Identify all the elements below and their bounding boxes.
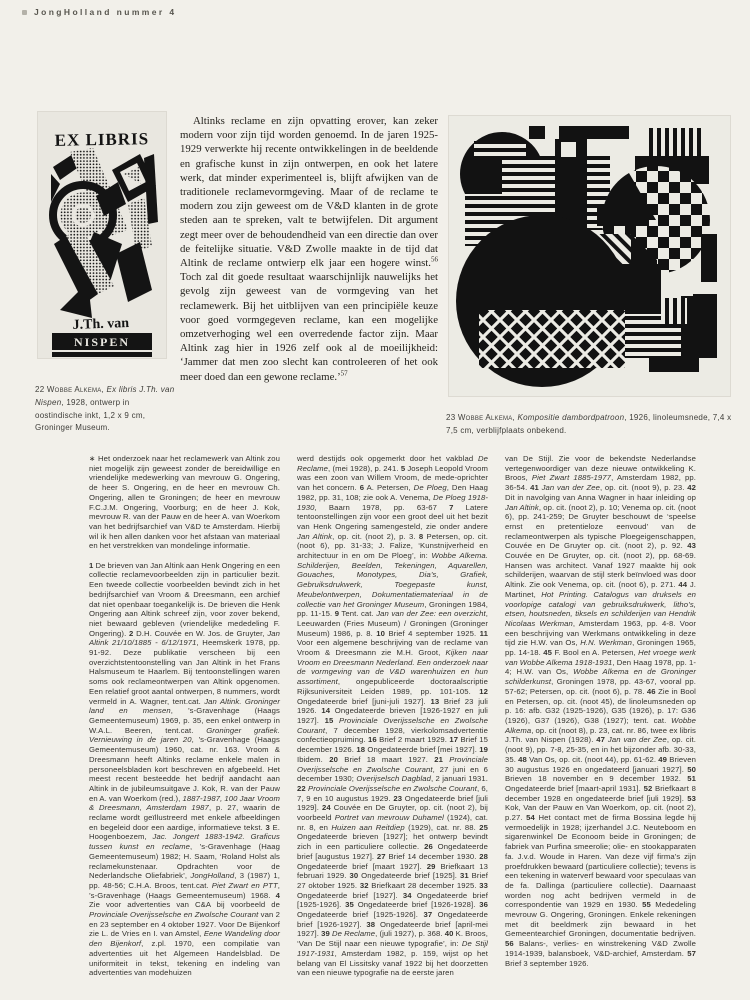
footnotes-column-3: van De Stijl. Zie voor de bekendste Nederlandse vertegenwoordiger van deze nieuwe ontwikkeling K. Broos, Piet Zwart 1885-1977, Amsterdam 1982, pp. 36-54. 41 Jan van der Zee, op. cit. (noot 9), p. 23. 42 Dit in navolging van Anna Wagner in haar inleiding op Jan Altink, op. cit. (noot 2), p. 10; Venema op. cit. (noot 6), pp. 241-259; De Gruyter beschouwt de ‘speelse ernst en pretentieloze eenvoud’ van de reclameontwerpen als typische Ploegeigenschappen, Couvée en De Gruyter op. cit. (noot 2), p. 92. 43 Couvée en De Gruyter, op. cit. (noot 2), pp. 68-69. Hansen was architect. Vanaf 1927 maakte hij ook schilderijen, waarvan de stijl sterk beïnvloed was door Altink. Zie ook Venema, op. cit. (noot 6), p. 271. 44 J. Martinet, Hot Printing. Catalogus van druksels en voorlopige catalogi van gebruiksdrukwerk, litho’s, etsen, houtsneden, tiksels en schilderijen van Hendrik Nicolaas Werkman, Amsterdam 1963, pp. 4-8. Voor een beschrijving van Werkmans ontwikkeling in deze tijd zie H.W. van Os, H.N. Werkman, Groningen 1965, pp. 14-18. 45 F. Bool en A. Petersen, Het vroege werk van Wobbe Alkema 1918-1931, Den Haag 1978, pp. 1-4; H.W. van Os, Wobbe Alkema en de Groninger schilderkunst, Groningen 1978, pp. 43-67, vooral pp. 57-62; Petersen, op. cit. (noot 6), p. 78. 46 Zie in Bool en Petersen, op. cit. (noot 45), de linoleumsneden op p. 16: afb. G32 (1925-1926), G35 (1926), p. 17: G36 (1926), G37 (1926), G38 (1927); tent. cat. Wobbe Alkema, op. cit (noot 8), p. 23, cat. nr. 86, twee ex libris J.Th. van Nispen (1928). 47 Jan van der Zee, op. cit. (noot 9), pp. 7-8, 25-35, en in het bijzonder afb. 30-33, 35. 48 Van Os, op. cit. (noot 44), pp. 61-62. 49 Brieven 30 augustus 1926 en ongedateerd [januari 1927]. 50 Brieven 18 november en 9 december 1932. 51 Ongedateerde brief [maart-april 1931]. 52 Briefkaart 8 december 1928 en ongedateerde brief [juli 1929]. 53 Kok, Van der Pauw en Van Woerkom, op. cit. (noot 2), p.27. 54 Het contact met de firma Bossina legde hij vermoedelijk in 1928; ijzerhandel J.C. Neuteboom en sigarenwinkel De Econoom beide in Groningen; de fabriek van Purfina smeerolie; olie- en stookapparaten fa. J.v.d. Woude in Haren. Van deze vijf firma’s zijn proefdrukken bewaard (particuliere collectie); tevens is een tekening in waterverf bewaard voor speculaas van de fa. Dallinga (particuliere collectie). Daarnaast worden nog acht bedrijven vermeld in de correspondentie van 1929 en 1930. 55 Mededeling mevrouw G. Ongering, Groningen. Enkele rekeningen met dit beeldmerk zijn bewaard in het Gemeentearchief Groningen, documentatie bedrijven. 56 Balans-, verlies- en winstrekening V&D Zwolle 1914-1939, balansboek, V&D-archief, Amsterdam. 57 Brief 3 september 1926.: [505, 454, 697, 968]
caption-details: , 1926, linoleumsnede, 7,4 x 7,5 cm, verblijfplaats onbekend.: [446, 413, 732, 435]
caption-number: 22: [35, 385, 47, 394]
ex-libris-artwork: [38, 112, 166, 358]
caption-number: 23: [446, 413, 458, 422]
footnotes-column-1: ∗ Het onderzoek naar het reclamewerk van Altink zou niet mogelijk zijn geweest zonder de bereidwillige en vriendelijke medewerking van mevrouw G. Ongering, de heer S. Ongering, en de heer en mevrouw Ch. Ongering, allen te Groningen; de heer en mevrouw F.C.J.M. Ongering, Voorburg; en de heer J. Kok, mevrouw R. van der Pauw en de heer A. van Woerkom van het bedrijfsarchief van V&D te Amsterdam. Hierbij wil ik hen allen danken voor het afstaan van materiaal en het verstrekken van mondelinge informatie. 1 De brieven van Jan Altink aan Henk Ongering en een collectie reclamevoorbeelden zijn in particulier bezit. Een tweede collectie voorbeelden bevindt zich in het bedrijfsarchief van Vroom & Dreesmann, een archief dat niet openbaar toegankelijk is. De brieven die Henk Ongering aan Altink schreef zijn, voor zover bekend, niet bewaard gebleven (vriendelijke mededeling F. Ongering). 2 D.H. Couvée en W. Jos. de Gruyter, Jan Altink 21/10/1885 - 6/12/1971, Heemskerk 1978, pp. 91-92. Deze publikatie verscheen bij een overzichtstentoonstelling van Jan Altink in het Frans Halsmuseum te Haarlem. Bij tentoonstellingen waren soms ook reclameontwerpen van Altink opgenomen. Een relatief groot aantal ontwerpen, 8 nummers, wordt vermeld in A. Wagner, tent.cat. Jan Altink. Groninger land en mensen, ’s-Gravenhage (Haags Gemeentemuseum) 1969, p. 35, een enkel ontwerp in W.A.L. Beeren, tent.cat. Groninger grafiek. Vernieuwing in de jaren 20, ’s-Gravenhage (Haags Gemeentemuseum) 1960, cat. nr. 163. Vroom & Dreesmann heeft Altinks reclame enkele malen in personeelsbladen kort beschreven en afgebeeld. Het meest recent besteedde het bedrijf aandacht aan Altink in de jubileumsuitgave J. Kok, R. van der Pauw en A. van Woerkom (red.), 1887-1987, 100 Jaar Vroom & Dreesmann, Amsterdam 1987, p. 27, waarin de reclame wordt geïllustreerd met enkele afbeeldingen en begeleid door een aardige, informatieve tekst. 3 E. Hoogenboezem, Jac. Jongert 1883-1942. Graficus tussen kunst en reclame, ’s-Gravenhage (Haag Gemeentemuseum) 1982; H. Saam, ‘Roland Holst als reclamekunstenaar. Opdrachten voor de Nederlandsche Oliefabriek’, JongHolland, 3 (1987) 1, pp. 48-56; C.H.A. Broos, tent.cat. Piet Zwart en PTT, ’s-Gravenhage (Haags Gemeentemuseum) 1968. 4 Zie voor advertenties van C&A bij voorbeeld de Provinciale Overijsselsche en Zwolsche Courant van 2 en 23 september en 4 oktober 1927. Voor De Bijenkorf zie L. de Vries en I. van Amstel, Eene Wandeling door den Bijenkorf, z.pl. 1970, een compilatie van advertenties uit het Algemeen Handelsblad. De uniformiteit in tekst, tekening en indeling van advertenties van modehuizen: [89, 454, 281, 978]
caption-title: Ex libris J.Th. van Nispen: [35, 385, 175, 407]
ornament-icon: [22, 10, 27, 15]
figure-22-ex-libris: [38, 112, 166, 358]
footnotes-column-2: werd destijds ook opgemerkt door het vakblad De Reclame, (mei 1928), p. 241. 5 Joseph Leopold Vroom was een zoon van Willem Vroom, de mede-oprichter van het concern. 6 A. Petersen, De Ploeg, Den Haag 1982, pp. 31, 108; zie ook A. Venema, De Ploeg 1918-1930, Baarn 1978, pp. 63-67 7 Latere tentoonstellingen zijn voor een groot deel uit het bezit van Henk Ongering samengesteld, zie onder andere Jan Altink, op. cit. (noot 2), p. 3. 8 Petersen, op. cit. (noot 6), pp. 31-33; J. Falize, ‘Kunstnijverheid en architectuur in en om De Ploeg’, in: Wobbe Alkema. Schilderijen, Beelden, Tekeningen, Aquarellen, Gouaches, Monotypes, Dia’s, Grafiek, Gebruiksdrukwerk, Toegepaste kunst, Meubelontwerpen, Dokumentatiemateriaal in de collectie van het Groninger Museum, Groningen 1984, pp. 11-15. 9 Tent. cat. Jan van der Zee: een overzicht, Leeuwarden (Fries Museum) / Groningen (Groninger Museum) 1986, p. 8. 10 Brief 4 september 1925. 11 Voor een algemene beschrijving van de reclame van Vroom & Dreesmann zie M.H. Groot, Kijken naar Vroom en Dreesmann Nederland. Een onderzoek naar de vormgeving van de V&D warenhuizen en hun assortiment, ongepubliceerde doctoraalscriptie Rijksuniversiteit Leiden 1989, pp. 101-105. 12 Ongedateerde brief [juni-juli 1927]. 13 Brief 23 juli 1926. 14 Ongedateerde brieven [1926-1927 en juli 1927]. 15 Provinciale Overijsselsche en Zwolsche Courant, 7 december 1928, vierkolomsadvertentie confectieopruiming. 16 Brief 2 maart 1929. 17 Brief 15 december 1926. 18 Ongedateerde brief [mei 1927]. 19 Ibidem. 20 Brief 18 maart 1927. 21 Provinciale Overijsselsche en Zwolsche Courant, 27 juni en 6 december 1930; Overijselsch Dagblad, 2 januari 1931. 22 Provinciale Overijsselsche en Zwolsche Courant, 6, 7, 9 en 10 augustus 1929. 23 Ongedateerde brief [juli 1929]. 24 Couvée en De Gruyter, op. cit. (noot 2), bij voorbeeld Portret van mevrouw Duhamel (1924), cat. nr. 8, en Huizen aan Reitdiep (1929), cat. nr. 88. 25 Ongedateerde brieven [1927]; het ontwerp bevindt zich in een particuliere collectie. 26 Ongedateerde brief [augustus 1927]. 27 Brief 14 december 1930. 28 Ongedateerde brief [maart 1927]. 29 Briefkaart 13 februari 1929. 30 Ongedateerde brief [1925]. 31 Brief 27 oktober 1925. 32 Briefkaart 28 december 1925. 33 Ongedateerde brief [1927]. 34 Ongedateerde brief [1925-1926]. 35 Ongedateerde brief [1926-1928]. 36 Ongedateerde brief [1925-1926]. 37 Ongedateerde brief [1926-1927]. 38 Ongedateerde brief [april-mei 1927]. 39 De Reclame, (juli 1927), p. 368. 40 K. Broos, ‘Van De Stijl naar een nieuwe typografie’, in: De Stijl 1917-1931, Amsterdam 1982, p. 159, wijst op het belang van El Lissitsky vanaf 1922 bij het doorzetten van een nieuwe typografie na de eerste jaren: [297, 454, 489, 978]
figure-caption-23: [446, 412, 738, 438]
journal-title: JongHolland nummer 4: [34, 7, 177, 17]
footnote-ref-57: 57: [340, 369, 348, 378]
ex-libris-title-text: EX LIBRIS: [54, 129, 150, 150]
page-header: [22, 7, 176, 17]
article-body: [180, 114, 438, 384]
caption-title: Kompositie dambordpatroon: [517, 413, 625, 422]
figure-23-komposition: [449, 116, 730, 396]
ex-libris-name-text: J.Th. van: [72, 316, 130, 333]
caption-artist: Wobbe Alkema,: [46, 385, 107, 394]
komposition-artwork: [449, 116, 730, 396]
footnote-ref-56: 56: [431, 255, 438, 264]
ex-libris-name2-text: NISPEN: [73, 335, 131, 349]
article-paragraph: [180, 114, 438, 384]
caption-details: , 1928, ontwerp in oostindische inkt, 1,2 x 9 cm, Groninger Museum.: [35, 397, 146, 433]
footnotes-section: [89, 454, 696, 978]
article-text-2: Toch zal dit goede resultaat waarschijnlijk nauwelijks het gevolg zijn geweest van de vormgeving van het reclamewerk. Bij het uitblijven van een principiële keuze voor goed vormgegeven reclame, kan een mogelijke omzetverhoging wel een overredende factor zijn. Maar Altink zag hier in 1926 zelf ook al de moeilijkheid: ‘Jammer dat men zoo slecht kan controleeren of het ook meer doed dan een gewone reclame.’: [180, 271, 438, 383]
caption-artist: Wobbe Alkema,: [457, 413, 518, 422]
article-text-1: Altinks reclame en zijn opvatting erover, kan zeker modern voor zijn tijd worden genoemd. In de jaren 1925-1929 verwerkte hij recente ontwikkelingen in de beeldende en grafische kunst in zijn ontwerpen, en ook het latere werk, dat minder experimenteel is, blijft afwijken van de traditionele reclamevormgeving. Maar of de reclame te modern zou zijn geweest om de V&D klanten in de grote steden aan te spreken, valt te betwijfelen. Dit argument zegt meer over de behoudendheid van een directie dan over de feitelijke situatie. V&D Zwolle maakte in de tijd dat Altink de reclame ontwierp elk jaar een hogere winst.: [180, 115, 438, 270]
figure-caption-22: [35, 384, 176, 435]
